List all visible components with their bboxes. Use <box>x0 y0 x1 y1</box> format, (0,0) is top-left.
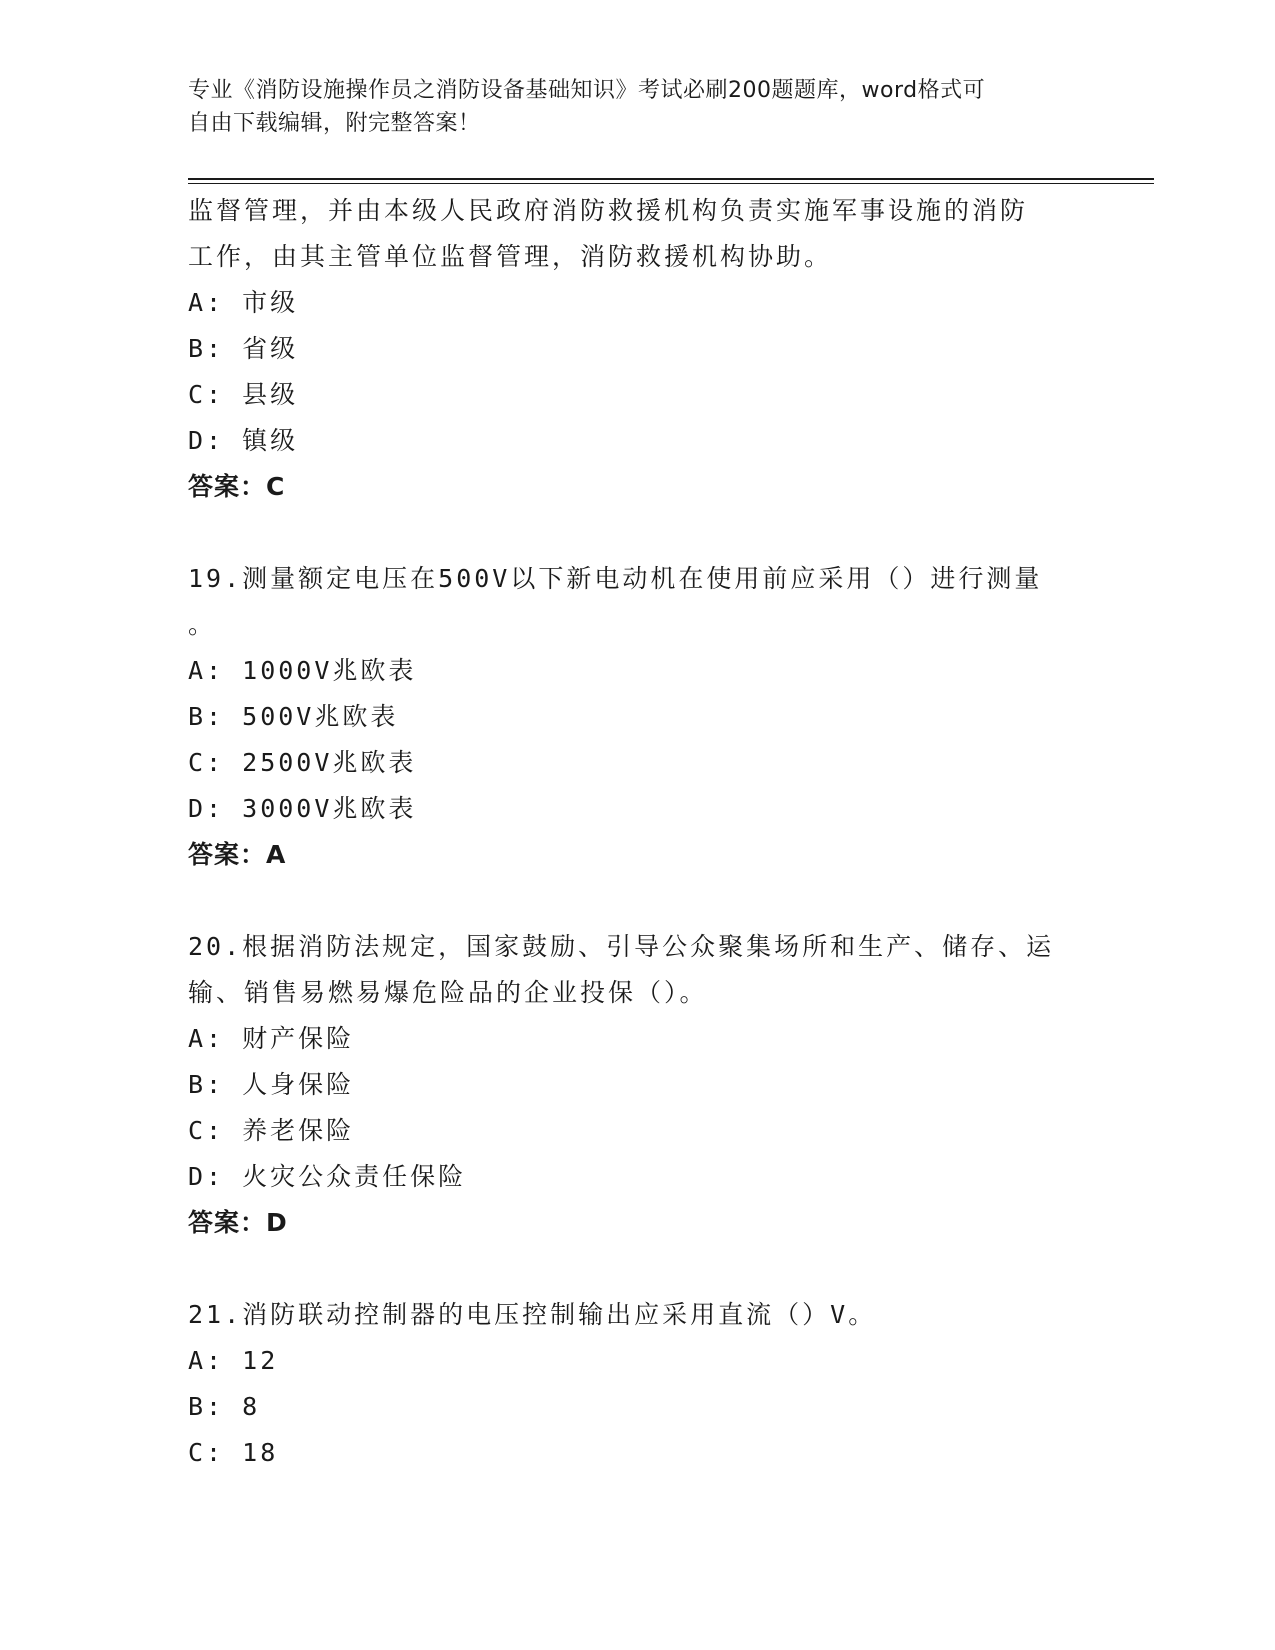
option-d: D: 镇级 <box>188 426 299 455</box>
question-text-line: 输、销售易燃易爆危险品的企业投保（）。 <box>188 978 708 1007</box>
option-a: A: 市级 <box>188 288 299 317</box>
option-b: B: 500V兆欧表 <box>188 702 399 731</box>
option-c: C: 2500V兆欧表 <box>188 748 417 777</box>
answer: 答案：A <box>188 840 287 869</box>
question-list <box>188 188 1088 1476</box>
option-c: C: 18 <box>188 1438 279 1467</box>
question-20 <box>188 924 1088 1246</box>
answer: 答案：D <box>188 1208 288 1237</box>
answer: 答案：C <box>188 472 286 501</box>
question-text-line: 监督管理，并由本级人民政府消防救援机构负责实施军事设施的消防 <box>188 196 1029 225</box>
option-b: B: 8 <box>188 1392 261 1421</box>
option-a: A: 财产保险 <box>188 1024 355 1053</box>
header-line-2: 自由下载编辑，附完整答案！ <box>188 111 481 136</box>
option-d: D: 3000V兆欧表 <box>188 794 417 823</box>
option-b: B: 省级 <box>188 334 299 363</box>
option-b: B: 人身保险 <box>188 1070 355 1099</box>
option-a: A: 1000V兆欧表 <box>188 656 417 685</box>
option-d: D: 火灾公众责任保险 <box>188 1162 467 1191</box>
header-rule-thin <box>188 183 1154 184</box>
spacer <box>188 1246 1088 1292</box>
spacer <box>188 510 1088 556</box>
document-header <box>188 74 1068 140</box>
spacer <box>188 878 1088 924</box>
question-19 <box>188 556 1088 878</box>
question-text-line: 19.测量额定电压在500V以下新电动机在使用前应采用（）进行测量 <box>188 564 1043 593</box>
option-c: C: 县级 <box>188 380 299 409</box>
header-line-1: 专业《消防设施操作员之消防设备基础知识》考试必刷200题题库，word格式可 <box>188 78 986 103</box>
question-text-line: 。 <box>188 610 217 639</box>
question-text-line: 工作，由其主管单位监督管理，消防救援机构协助。 <box>188 242 833 271</box>
question-21 <box>188 1292 1088 1476</box>
question-18-continued <box>188 188 1088 510</box>
option-c: C: 养老保险 <box>188 1116 355 1145</box>
question-text-line: 21.消防联动控制器的电压控制输出应采用直流（）V。 <box>188 1300 877 1329</box>
question-text-line: 20.根据消防法规定，国家鼓励、引导公众聚集场所和生产、储存、运 <box>188 932 1055 961</box>
option-a: A: 12 <box>188 1346 279 1375</box>
header-rule-thick <box>188 178 1154 180</box>
